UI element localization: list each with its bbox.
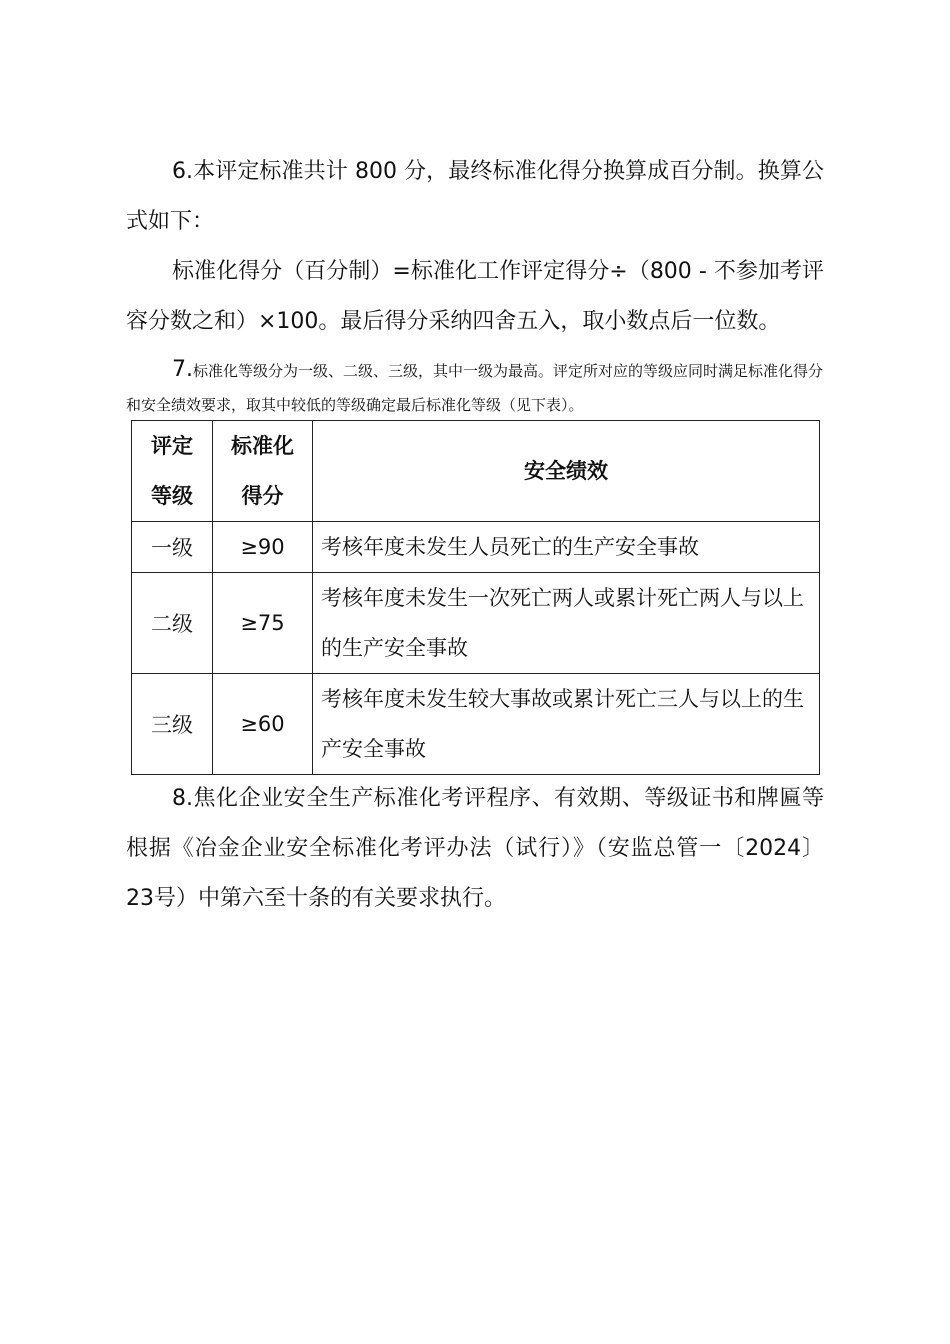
paragraph-7-body: 标准化等级分为一级、二级、三级，其中一级为最高。评定所对应的等级应同时满足标准化得分和安全绩效要求，取其中较低的等级确定最后标准化等级（见下表）。 [126,362,824,414]
grade-cell: 一级 [132,522,213,573]
grade-cell: 二级 [132,573,213,674]
grade-table [131,420,820,775]
score-cell: ≥60 [213,674,313,775]
paragraph-7 [126,353,826,422]
header-score-line1: 标准化 [231,434,294,458]
header-score-line2: 得分 [241,484,284,508]
table-row [132,674,820,775]
grade-cell: 三级 [132,674,213,775]
score-cell: ≥75 [213,573,313,674]
requirement-cell: 考核年度未发生较大事故或累计死亡三人与以上的生产安全事故 [313,674,820,775]
requirement-cell: 考核年度未发生一次死亡两人或累计死亡两人与以上的生产安全事故 [313,573,820,674]
requirement-cell: 考核年度未发生人员死亡的生产安全事故 [313,522,820,573]
paragraph-6: 6.本评定标准共计 800 分，最终标准化得分换算成百分制。换算公式如下： [126,159,824,234]
paragraph-8: 8.焦化企业安全生产标准化考评程序、有效期、等级证书和牌匾等根据《冶金企业安全标准化考评办法（试行）》（安监总管一〔2024〕23号）中第六至十条的有关要求执行。 [126,786,824,911]
header-grade-line2: 等级 [151,484,193,508]
header-performance: 安全绩效 [313,421,820,522]
table-row [132,573,820,674]
header-grade-line1: 评定 [151,434,193,458]
score-cell: ≥90 [213,522,313,573]
paragraph-6-formula: 标准化得分（百分制）=标准化工作评定得分÷（800 - 不参加考评容分数之和）×100。最后得分采纳四舍五入，取小数点后一位数。 [126,259,824,334]
table-row [132,522,820,573]
header-grade [132,421,213,522]
header-score [213,421,313,522]
table-header-row [132,421,820,522]
paragraph-7-number: 7. [172,357,193,382]
